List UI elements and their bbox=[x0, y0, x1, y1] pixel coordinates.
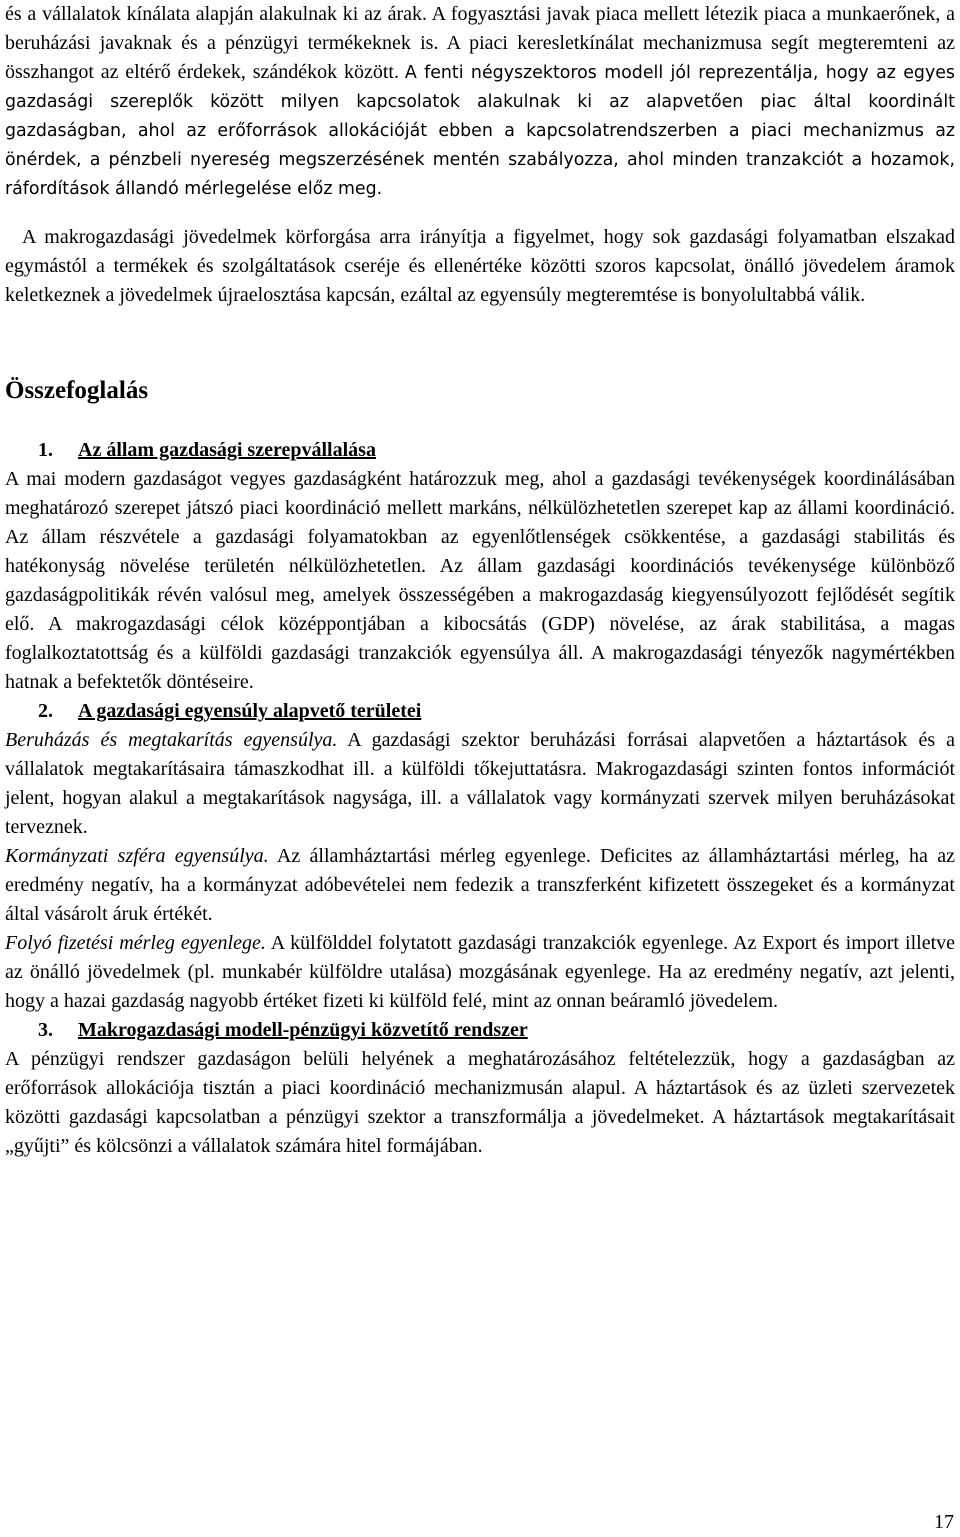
section1-number: 1. bbox=[38, 439, 53, 461]
intro-sans-text: A fenti négyszektoros modell jól reprezentálja, hogy az egyes gazdasági szereplők között milyen kapcsolatok alakulnak ki az alapvetően piac által koordinált gazdaságban, ahol az erőforrások allokációját ebben a kapcsolatrendszerben a piaci mechanizmus az önérdek, a pénzbeli nyereség megszerzésének mentén szabályozza, ahol minden tranzakciót a hozamok, ráfordítások állandó mérlegelése előz meg. bbox=[5, 63, 955, 199]
intro-serif-text: és a vállalatok kínálata alapján alakulnak ki az árak. A fogyasztási javak piaca mellett létezik piaca a munkaerőnek, a beruházási javaknak és a pénzügyi termékeknek is. A piaci keresletkínálat mechanizmusa segít megteremteni az összhangot az eltérő érdekek, szándékok között. bbox=[5, 3, 955, 83]
macro-paragraph: A makrogazdasági jövedelmek körforgása arra irányítja a figyelmet, hogy sok gazdasági folyamatban elszakad egymástól a termékek és szolgáltatások cseréje és ellenértéke közötti szoros kapcsolat, önálló jövedelem áramok keletkeznek a jövedelmek újraelosztása kapcsán, ezáltal az egyensúly megteremtése is bonyolultabbá válik. bbox=[5, 226, 955, 306]
section2-item-government-text: Az államháztartási mérleg egyenlege. Deficites az államháztartási mérleg, ha az eredmény negatív, ha a kormányzat adóbevételei nem fedezik a transzferként kifizetett összegeket és a kormányzat által vásárolt áruk értékét. bbox=[5, 845, 955, 925]
section1-title: Az állam gazdasági szerepvállalása bbox=[78, 439, 376, 461]
section2-item-investment-term: Beruházás és megtakarítás egyensúlya. bbox=[5, 729, 338, 751]
section2-item-government-term: Kormányzati szféra egyensúlya. bbox=[5, 845, 269, 867]
section2-title: A gazdasági egyensúly alapvető területei bbox=[78, 700, 422, 722]
section2-item-current-account bbox=[5, 929, 955, 1016]
section2-heading bbox=[5, 697, 955, 726]
section2-item-government bbox=[5, 842, 955, 929]
page-number: 17 bbox=[934, 1511, 954, 1533]
section2-item-current-account-text: A külfölddel folytatott gazdasági tranzakciók egyenlege. Az Export és import illetve az önálló jövedelmek (pl. munkabér külföldre utalása) mozgásának egyenlege. Ha az eredmény negatív, azt jelenti, hogy a hazai gazdaság nagyobb értéket fizeti ki külföld felé, mint az onnan beáramló jövedelem. bbox=[5, 932, 955, 1012]
intro-paragraph bbox=[5, 0, 955, 204]
summary-heading: Összefoglalás bbox=[5, 377, 149, 404]
section3-heading bbox=[5, 1016, 955, 1045]
section3-title: Makrogazdasági modell-pénzügyi közvetítő rendszer bbox=[78, 1019, 528, 1041]
section2-item-investment bbox=[5, 726, 955, 842]
document-page bbox=[5, 0, 955, 1161]
section2-item-current-account-term: Folyó fizetési mérleg egyenlege. bbox=[5, 932, 266, 954]
section3-number: 3. bbox=[38, 1019, 53, 1041]
section2-number: 2. bbox=[38, 700, 53, 722]
section1-body: A mai modern gazdaságot vegyes gazdaságként határozzuk meg, ahol a gazdasági tevékenységek koordinálásában meghatározó szerepet játszó piaci koordináció mellett markáns, nélkülözhetetlen szerepet kap az állami koordináció. Az állam részvétele a gazdasági folyamatokban az egyenlőtlenségek csökkentése, a gazdasági stabilitás és hatékonyság növelése területén nélkülözhetetlen. Az állam gazdasági koordinációs tevékenysége különböző gazdaságpolitikák révén valósul meg, amelyek összességében a makrogazdaság kiegyensúlyozott fejlődését segítik elő. A makrogazdasági célok középpontjában a kibocsátás (GDP) növelése, az árak stabilitása, a magas foglalkoztatottság és a külföldi gazdasági tranzakciók egyensúlya áll. A makrogazdasági tényezők nagymértékben hatnak a befektetők döntéseire. bbox=[5, 468, 955, 693]
section1-heading bbox=[5, 436, 955, 465]
section3-body: A pénzügyi rendszer gazdaságon belüli helyének a meghatározásához feltételezzük, hogy a gazdaságban az erőforrások allokációja tisztán a piaci koordináció mechanizmusán alapul. A háztartások és az üzleti szervezetek közötti gazdasági kapcsolatban a pénzügyi szektor a transzformálja a jövedelmeket. A háztartások megtakarításait „gyűjti” és kölcsönzi a vállalatok számára hitel formájában. bbox=[5, 1048, 955, 1157]
section2-item-investment-text: A gazdasági szektor beruházási forrásai alapvetően a háztartások és a vállalatok megtakarításaira támaszkodhat ill. a külföldi tőkejuttatásra. Makrogazdasági szinten fontos információt jelent, hogyan alakul a megtakarítások nagysága, ill. a vállalatok vagy kormányzati szervek milyen beruházásokat terveznek. bbox=[5, 729, 955, 838]
